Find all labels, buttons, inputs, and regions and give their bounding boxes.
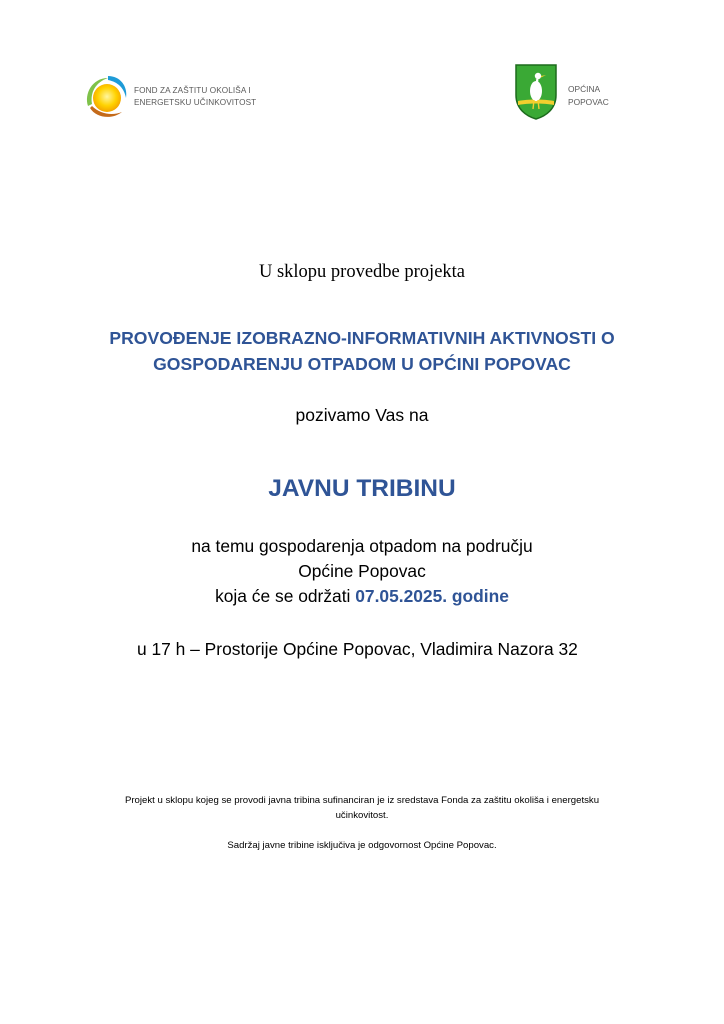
event-topic bbox=[0, 534, 724, 609]
funding-note-line1: Projekt u sklopu kojeg se provodi javna tribina sufinanciran je iz sredstava Fonda za zaštitu okoliša i energetsku bbox=[124, 795, 600, 806]
popovac-coat-of-arms-icon bbox=[514, 63, 558, 121]
municipality-name-line2: POPOVAC bbox=[568, 97, 609, 107]
intro-text: U sklopu provedbe projekta bbox=[258, 262, 466, 282]
project-title-line1: PROVOĐENJE IZOBRAZNO-INFORMATIVNIH AKTIVNOSTI O bbox=[109, 328, 615, 348]
disclaimer-note: Sadržaj javne tribine isključiva je odgovornost Općine Popovac. bbox=[227, 840, 497, 851]
topic-line2: Općine Popovac bbox=[298, 561, 426, 581]
fund-logo bbox=[82, 72, 282, 122]
fund-name bbox=[134, 85, 256, 109]
event-venue: u 17 h – Prostorije Općine Popovac, Vladimira Nazora 32 bbox=[137, 639, 578, 659]
fund-sun-icon bbox=[82, 72, 130, 122]
event-title: JAVNU TRIBINU bbox=[268, 475, 456, 502]
date-prefix: koja će se održati bbox=[215, 586, 356, 606]
topic-line1: na temu gospodarenja otpadom na području bbox=[191, 536, 533, 556]
event-date: 07.05.2025. godine bbox=[355, 586, 509, 606]
municipality-name bbox=[568, 83, 609, 109]
fund-name-line1: FOND ZA ZAŠTITU OKOLIŠA I bbox=[134, 86, 251, 95]
funding-note-line2: učinkovitost. bbox=[335, 810, 389, 821]
municipality-name-line1: OPĆINA bbox=[568, 84, 601, 94]
event-date-line bbox=[0, 584, 724, 609]
fund-name-line2: ENERGETSKU UČINKOVITOST bbox=[134, 98, 257, 107]
funding-note bbox=[0, 793, 724, 823]
project-title-line2: GOSPODARENJU OTPADOM U OPĆINI POPOVAC bbox=[153, 354, 571, 374]
project-title bbox=[0, 325, 724, 377]
invitation-text: pozivamo Vas na bbox=[295, 405, 429, 425]
